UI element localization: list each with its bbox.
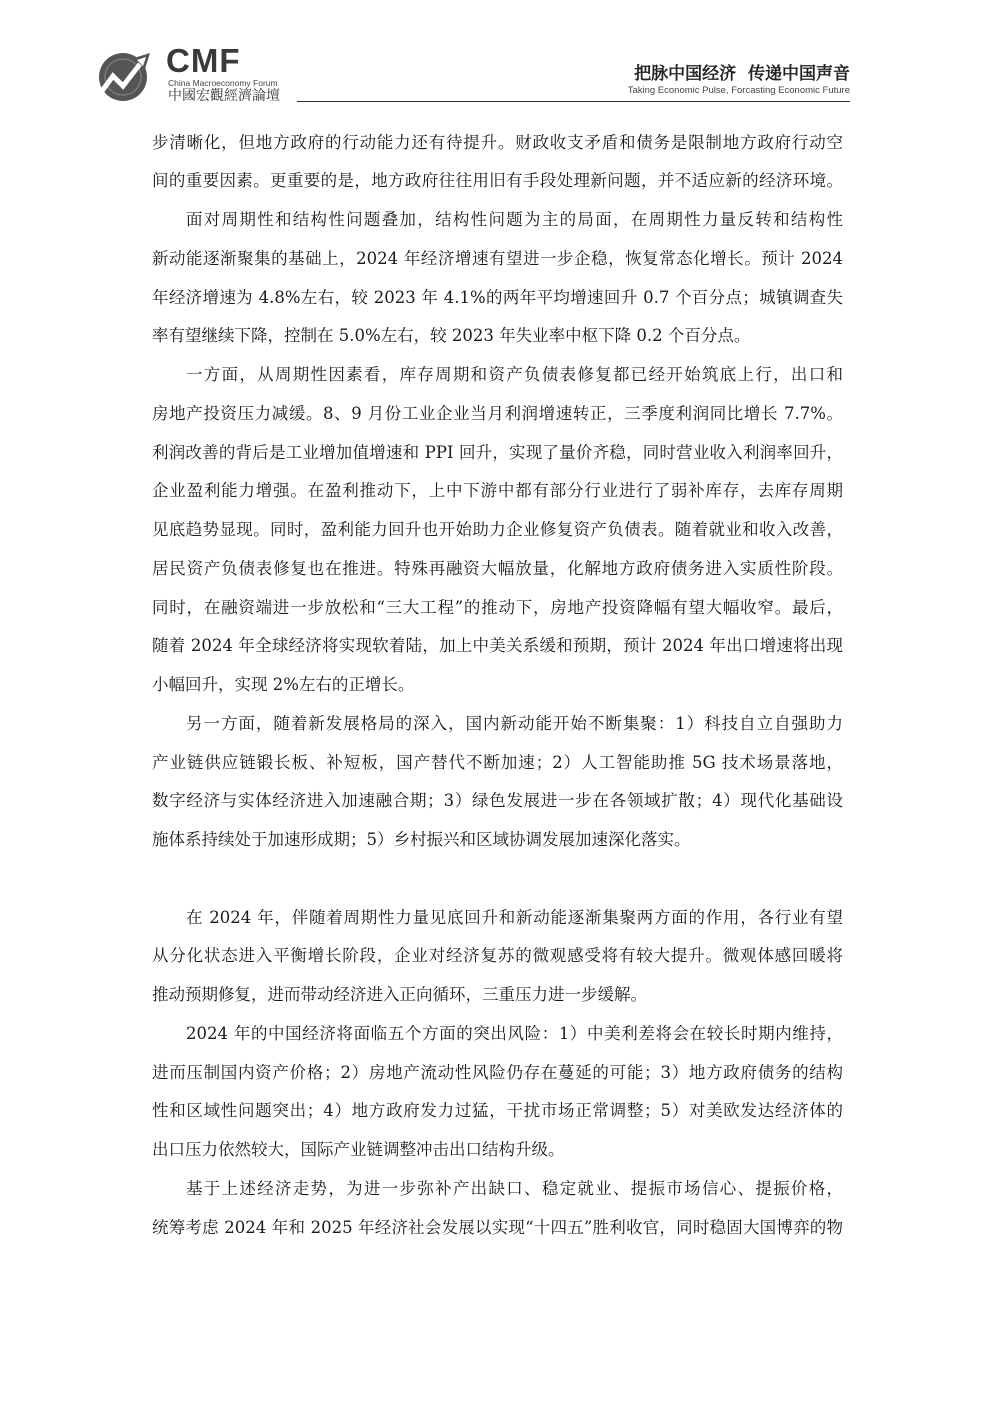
paragraph bbox=[152, 899, 843, 1015]
text-line: 一方面，从周期性因素看，库存周期和资产负债表修复都已经开始筑底上行，出口和 bbox=[186, 365, 843, 385]
paragraph bbox=[152, 124, 843, 202]
text-line: 性和区域性问题突出；4）地方政府发力过猛，干扰市场正常调整；5）对美欧发达经济体的 bbox=[152, 1101, 843, 1121]
header-divider bbox=[297, 101, 850, 102]
text-line: 同时，在融资端进一步放松和“三大工程”的推动下，房地产投资降幅有望大幅收窄。最后， bbox=[152, 597, 843, 617]
text-line: 新动能逐渐聚集的基础上，2024 年经济增速有望进一步企稳，恢复常态化增长。预计 2024 bbox=[152, 248, 843, 268]
body-text bbox=[152, 124, 843, 1248]
text-line: 在 2024 年，伴随着周期性力量见底回升和新动能逐渐集聚两方面的作用，各行业有望 bbox=[186, 907, 843, 927]
text-line: 小幅回升，实现 2%左右的正增长。 bbox=[152, 675, 415, 695]
paragraph bbox=[152, 705, 843, 860]
text-line: 产业链供应链锻长板、补短板，国产替代不断加速；2）人工智能助推 5G 技术场景落地， bbox=[152, 752, 843, 772]
text-line: 出口压力依然较大，国际产业链调整冲击出口结构升级。 bbox=[152, 1140, 565, 1160]
paragraph-gap bbox=[152, 860, 843, 899]
text-line: 间的重要因素。更重要的是，地方政府往往用旧有手段处理新问题，并不适应新的经济环境。 bbox=[152, 171, 843, 191]
text-line: 见底趋势显现。同时，盈利能力回升也开始助力企业修复资产负债表。随着就业和收入改善， bbox=[152, 520, 843, 540]
logo-abbreviation: CMF bbox=[166, 42, 241, 79]
text-line: 率有望继续下降，控制在 5.0%左右，较 2023 年失业率中枢下降 0.2 个百分点。 bbox=[152, 326, 751, 346]
text-line: 房地产投资压力减缓。8、9 月份工业企业当月利润增速转正，三季度利润同比增长 7.7%。 bbox=[152, 403, 843, 423]
cmf-logo-icon bbox=[95, 45, 155, 105]
text-line: 从分化状态进入平衡增长阶段，企业对经济复苏的微观感受将有较大提升。微观体感回暖将 bbox=[152, 946, 843, 966]
header-slogan-english: Taking Economic Pulse, Forcasting Economic Future bbox=[627, 85, 850, 96]
text-line: 推动预期修复，进而带动经济进入正向循环，三重压力进一步缓解。 bbox=[152, 985, 647, 1005]
text-line: 施体系持续处于加速形成期；5）乡村振兴和区域协调发展加速深化落实。 bbox=[152, 830, 691, 850]
paragraph bbox=[152, 1015, 843, 1170]
text-line: 进而压制国内资产价格；2）房地产流动性风险仍存在蔓延的可能；3）地方政府债务的结构 bbox=[152, 1062, 843, 1082]
paragraph bbox=[152, 1170, 843, 1248]
text-line: 居民资产负债表修复也在推进。特殊再融资大幅放量，化解地方政府债务进入实质性阶段。 bbox=[152, 558, 843, 578]
paragraph bbox=[152, 201, 843, 356]
paragraph bbox=[152, 356, 843, 705]
text-line: 2024 年的中国经济将面临五个方面的突出风险：1）中美利差将会在较长时期内维持， bbox=[186, 1023, 843, 1043]
text-line: 数字经济与实体经济进入加速融合期；3）绿色发展进一步在各领域扩散；4）现代化基础设 bbox=[152, 791, 843, 811]
text-line: 年经济增速为 4.8%左右，较 2023 年 4.1%的两年平均增速回升 0.7 个百分点；城镇调查失 bbox=[152, 287, 843, 307]
text-line: 统筹考虑 2024 年和 2025 年经济社会发展以实现“十四五”胜利收官，同时稳固大国博弈的物 bbox=[152, 1217, 843, 1237]
text-line: 另一方面，随着新发展格局的深入，国内新动能开始不断集聚：1）科技自立自强助力 bbox=[186, 713, 843, 733]
header-slogan-chinese: 把脉中国经济 传递中国声音 bbox=[634, 64, 850, 84]
text-line: 企业盈利能力增强。在盈利推动下，上中下游中都有部分行业进行了弱补库存，去库存周期 bbox=[152, 481, 843, 501]
text-line: 步清晰化，但地方政府的行动能力还有待提升。财政收支矛盾和债务是限制地方政府行动空 bbox=[152, 132, 843, 152]
logo-name-english: China Macroeconomy Forum bbox=[168, 78, 278, 88]
text-line: 随着 2024 年全球经济将实现软着陆，加上中美关系缓和预期，预计 2024 年出口增速将出现 bbox=[152, 636, 843, 656]
text-line: 面对周期性和结构性问题叠加，结构性问题为主的局面，在周期性力量反转和结构性 bbox=[186, 210, 843, 230]
logo-name-chinese: 中國宏觀經濟論壇 bbox=[168, 88, 280, 104]
text-line: 利润改善的背后是工业增加值增速和 PPI 回升，实现了量价齐稳，同时营业收入利润率回升， bbox=[152, 442, 843, 462]
text-line: 基于上述经济走势，为进一步弥补产出缺口、稳定就业、提振市场信心、提振价格， bbox=[186, 1178, 843, 1198]
